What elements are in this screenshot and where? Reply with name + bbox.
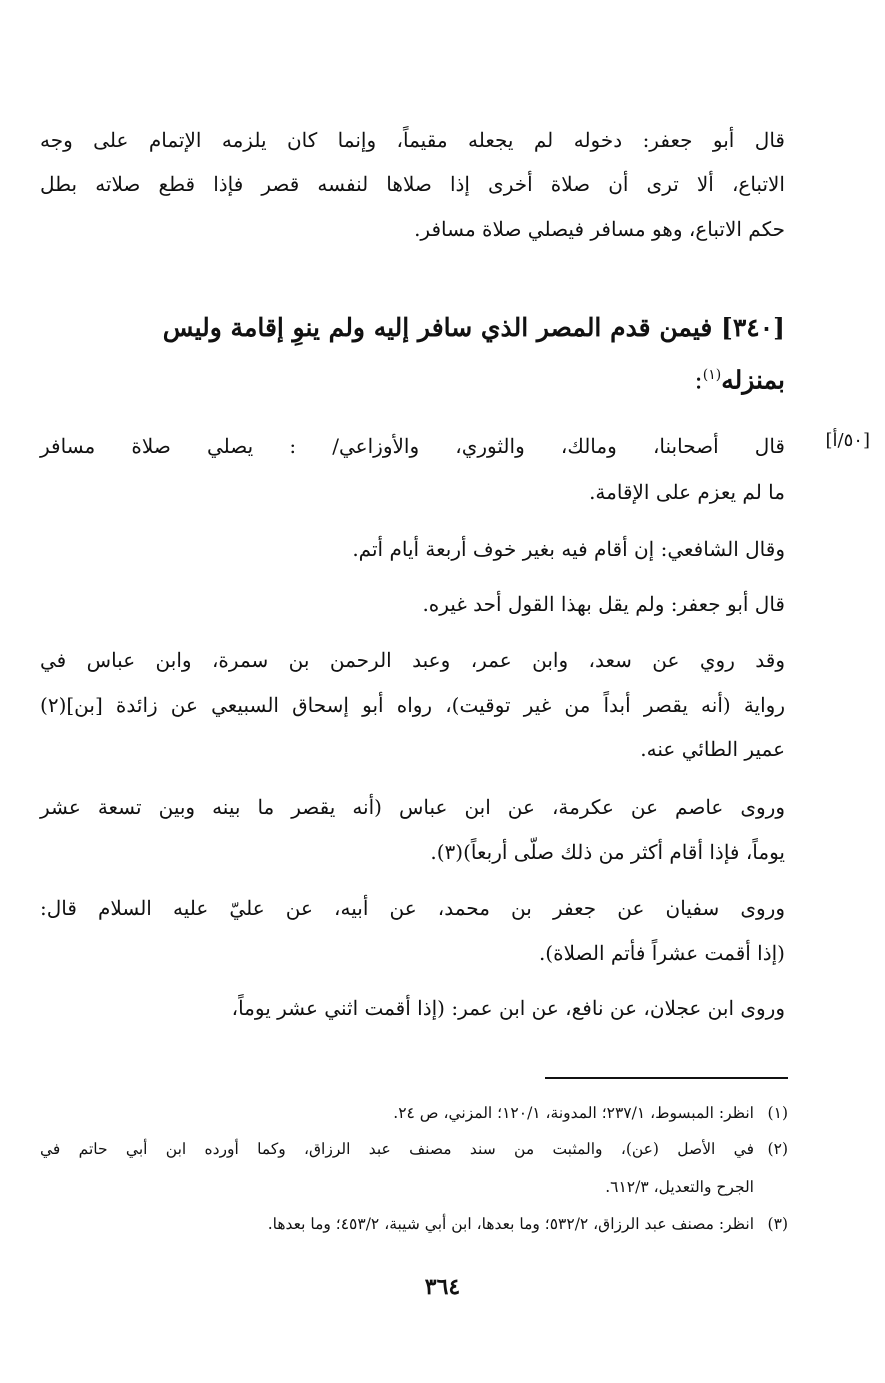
footnote-ref-1: (١)	[702, 367, 722, 383]
paragraph-6-line-1: وروى عاصم عن عكرمة، عن ابن عباس (أنه يقصر ما بينه وبين تسعة عشر	[40, 795, 785, 819]
paragraph-5-line-1: وقد روي عن سعد، وابن عمر، وعبد الرحمن بن سمرة، وابن عباس في	[40, 648, 785, 672]
paragraph-1-line-3: حكم الاتباع، وهو مسافر فيصلي صلاة مسافر.	[414, 217, 785, 241]
paragraph-8: وروى ابن عجلان، عن نافع، عن ابن عمر: (إذا أقمت اثني عشر يوماً،	[231, 996, 785, 1020]
paragraph-7-line-2: (إذا أقمت عشراً فأتم الصلاة).	[538, 941, 785, 965]
paragraph-5-line-2: رواية (أنه يقصر أبداً من غير توقيت)، رواه أبو إسحاق السبيعي عن زائدة [بن](٢)	[40, 693, 785, 717]
margin-folio-note: [٥٠/أ]	[825, 430, 870, 451]
paragraph-5-line-3: عمير الطائي عنه.	[640, 737, 785, 761]
paragraph-2-line-2: ما لم يعزم على الإقامة.	[589, 480, 785, 504]
paragraph-7-line-1: وروى سفيان عن جعفر بن محمد، عن أبيه، عن عليّ عليه السلام قال:	[40, 896, 785, 920]
section-heading-word: بمنزله	[721, 365, 785, 395]
paragraph-1-line-2: الاتباع، ألا ترى أن صلاة أخرى إذا صلاها لنفسه قصر فإذا قطع صلاته بطل	[40, 172, 785, 196]
footnote-2	[40, 1137, 788, 1161]
footnote-text: انظر: مصنف عبد الرزاق، ٥٣٢/٢؛ وما بعدها، ابن أبي شيبة، ٤٥٣/٢؛ وما بعدها.	[267, 1215, 754, 1233]
footnote-text: انظر: المبسوط، ٢٣٧/١؛ المدونة، ١٢٠/١؛ المزني، ص ٢٤.	[393, 1104, 754, 1122]
section-heading-line-1: [٣٤٠] فيمن قدم المصر الذي سافر إليه ولم ينوِ إقامة وليس	[162, 313, 785, 342]
page-number: ٣٦٤	[424, 1274, 461, 1300]
paragraph-1-line-1: قال أبو جعفر: دخوله لم يجعله مقيماً، وإنما كان يلزمه الإتمام على وجه	[40, 128, 785, 152]
heading-colon: :	[694, 365, 703, 395]
footnote-3	[40, 1212, 788, 1236]
footnote-number: (٣)	[767, 1215, 788, 1233]
footnote-2-continuation: الجرح والتعديل، ٦١٢/٣.	[605, 1178, 754, 1196]
footnote-number: (١)	[767, 1104, 788, 1122]
section-heading-line-2	[40, 357, 785, 398]
paragraph-4: قال أبو جعفر: ولم يقل بهذا القول أحد غيره.	[422, 592, 785, 616]
footnote-separator	[545, 1077, 788, 1079]
paragraph-6-line-2: يوماً، فإذا أقام أكثر من ذلك صلّى أربعاً)(٣).	[430, 840, 785, 864]
footnote-number: (٢)	[767, 1140, 788, 1158]
paragraph-3: وقال الشافعي: إن أقام فيه بغير خوف أربعة أيام أتم.	[352, 537, 785, 561]
footnote-text: في الأصل (عن)، والمثبت من سند مصنف عبد الرزاق، وكما أورده ابن أبي حاتم في	[40, 1140, 754, 1158]
paragraph-2-line-1: قال أصحابنا، ومالك، والثوري، والأوزاعي/ : يصلي صلاة مسافر	[40, 434, 785, 458]
footnote-1	[40, 1101, 788, 1125]
